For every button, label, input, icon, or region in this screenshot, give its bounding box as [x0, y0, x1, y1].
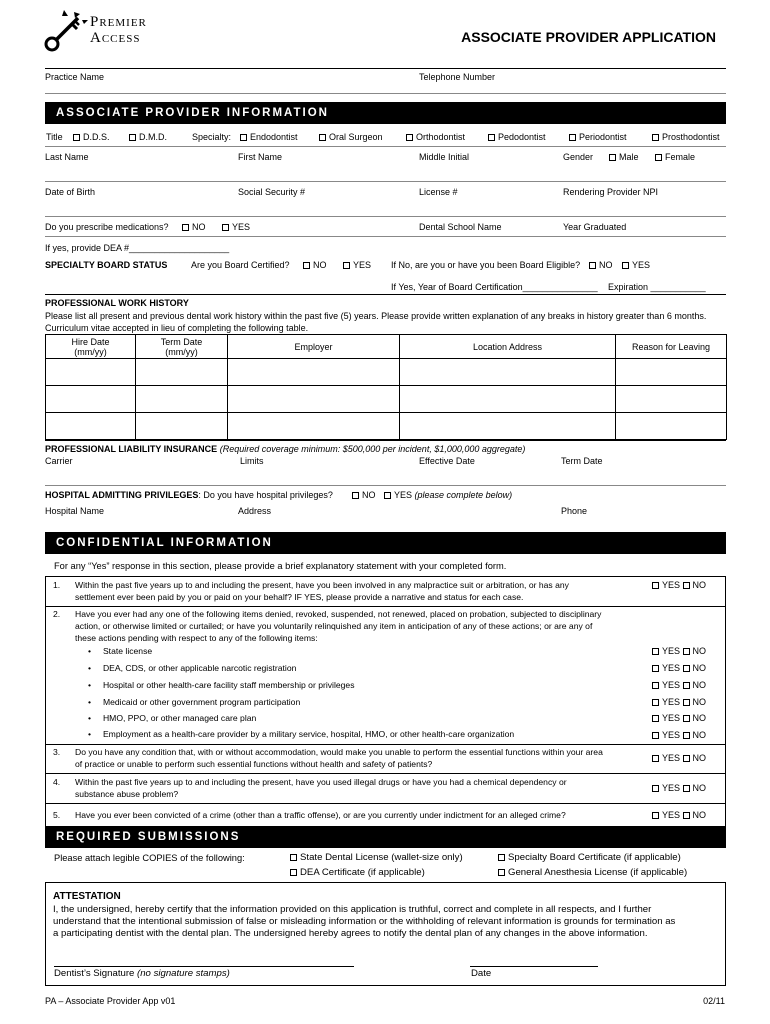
checkbox-icon: [655, 154, 662, 161]
specialty-periodontist[interactable]: Periodontist: [569, 132, 627, 142]
checkbox-icon: [498, 869, 505, 876]
q2-item-2-yes-no[interactable]: YES NO: [652, 663, 706, 673]
q2-item: • Medicaid or other government program participation: [88, 697, 301, 707]
work-history-heading: PROFESSIONAL WORK HISTORY: [45, 298, 189, 308]
checkbox-icon: [488, 134, 495, 141]
board-certified-label: Are you Board Certified?: [191, 260, 290, 270]
work-history-table: [45, 334, 727, 440]
q1-text-2: settlement ever been paid by you or paid on your behalf? IF YES, please provide a narrative and status for each case.: [75, 592, 524, 602]
q4-number: 4.: [53, 777, 61, 787]
board-eligible-no[interactable]: NO: [589, 260, 613, 270]
hospital-question: : Do you have hospital privileges?: [198, 490, 333, 500]
work-history-cv-note: Curriculum vitae accepted in lieu of completing the following table.: [45, 323, 309, 333]
q2-text-3: these actions pending with respect to any of the following items:: [75, 633, 318, 643]
hospital-yes-checkbox[interactable]: YES (please complete below): [384, 490, 512, 500]
q4-text-1: Within the past five years up to and including the present, have you used illegal drugs or have you had a chemical dependency or: [75, 777, 567, 787]
telephone-label: Telephone Number: [419, 72, 496, 82]
npi-label: Rendering Provider NPI: [563, 187, 659, 197]
q2-text-1: Have you ever had any one of the following items denied, revoked, suspended, not renewed, placed on probation, subjected to disciplinary: [75, 609, 602, 619]
checkbox-icon: [683, 648, 690, 655]
checkbox-icon: [683, 785, 690, 792]
q2-item: • Hospital or other health-care facility staff membership or privileges: [88, 680, 355, 690]
checkbox-icon: [683, 582, 690, 589]
key-logo-icon: [44, 10, 90, 52]
q4-text-2: substance abuse problem?: [75, 789, 179, 799]
checkbox-icon: [652, 715, 659, 722]
checkbox-icon: [652, 682, 659, 689]
checkbox-icon: [290, 869, 297, 876]
q3-yes-no[interactable]: YES NO: [652, 753, 706, 763]
specialty-endodontist[interactable]: Endodontist: [240, 132, 298, 142]
practice-name-label: Practice Name: [45, 72, 105, 82]
table-row[interactable]: [46, 386, 727, 413]
state-dental-license-checkbox[interactable]: State Dental License (wallet-size only): [290, 852, 463, 863]
specialty-oral-surgeon[interactable]: Oral Surgeon: [319, 132, 383, 142]
hospital-address-label: Address: [238, 506, 272, 516]
footer-version-date: 02/11: [703, 996, 725, 1006]
q4-yes-no[interactable]: YES NO: [652, 783, 706, 793]
q5-number: 5.: [53, 810, 61, 820]
limits-label: Limits: [240, 456, 264, 466]
checkbox-icon: [652, 812, 659, 819]
checkbox-icon: [683, 682, 690, 689]
dob-label: Date of Birth: [45, 187, 96, 197]
date-label: Date: [471, 968, 492, 979]
table-row[interactable]: [46, 359, 727, 386]
prescribe-no-checkbox[interactable]: NO: [182, 222, 206, 232]
section-header-provider: ASSOCIATE PROVIDER INFORMATION: [45, 102, 726, 124]
signature-label: Dentist’s Signature: [54, 968, 135, 979]
q2-item: • State license: [88, 646, 153, 656]
col-term-date: Term Date (mm/yy): [136, 335, 228, 359]
q5-text-1: Have you ever been convicted of a crime (other than a traffic offense), or are you currently under indictment for an alleged crime?: [75, 810, 566, 820]
q3-text-2: of practice or unable to perform such essential functions without health and safety of patients?: [75, 759, 433, 769]
date-line[interactable]: [470, 966, 598, 967]
attestation-heading: ATTESTATION: [53, 891, 121, 902]
col-location-address: Location Address: [400, 335, 616, 359]
board-eligible-yes[interactable]: YES: [622, 260, 650, 270]
table-row[interactable]: [46, 413, 727, 440]
checkbox-icon: [652, 785, 659, 792]
checkbox-icon: [406, 134, 413, 141]
logo-line-2: Access: [90, 30, 141, 46]
hospital-no-checkbox[interactable]: NO: [352, 490, 376, 500]
col-hire-date: Hire Date (mm/yy): [46, 335, 136, 359]
checkbox-icon: [683, 699, 690, 706]
carrier-label: Carrier: [45, 456, 73, 466]
q3-text-1: Do you have any condition that, with or without accommodation, would make you unable to perform the essential functions within your area: [75, 747, 603, 757]
col-employer: Employer: [228, 335, 400, 359]
title-label: Title: [46, 132, 63, 142]
logo-line-1: Premier: [90, 14, 147, 30]
checkbox-icon: [319, 134, 326, 141]
board-certified-yes[interactable]: YES: [343, 260, 371, 270]
year-certification-field[interactable]: If Yes, Year of Board Certification_______________: [391, 282, 598, 292]
anesthesia-license-checkbox[interactable]: General Anesthesia License (if applicable): [498, 867, 687, 878]
liability-heading-row: [45, 444, 525, 454]
attestation-text-3: a participating dentist with the dental plan. The undersigned hereby agrees to notify the dental plan of any changes in the above information.: [53, 928, 648, 939]
hospital-phone-label: Phone: [561, 506, 588, 516]
checkbox-icon: [652, 582, 659, 589]
q2-item-6-yes-no[interactable]: YES NO: [652, 730, 706, 740]
checkbox-icon: [622, 262, 629, 269]
checkbox-icon: [683, 755, 690, 762]
q2-item-4-yes-no[interactable]: YES NO: [652, 697, 706, 707]
female-checkbox[interactable]: Female: [655, 152, 695, 162]
gender-label: Gender: [563, 152, 594, 162]
col-reason-for-leaving: Reason for Leaving: [616, 335, 727, 359]
checkbox-icon: [609, 154, 616, 161]
prescribe-label: Do you prescribe medications?: [45, 222, 169, 232]
checkbox-icon: [652, 648, 659, 655]
confidential-intro: For any “Yes” response in this section, please provide a brief explanatory statement with your completed form.: [54, 561, 507, 571]
board-status-label: SPECIALTY BOARD STATUS: [45, 260, 168, 270]
specialty-board-cert-checkbox[interactable]: Specialty Board Certificate (if applicable): [498, 852, 681, 863]
checkbox-icon: [303, 262, 310, 269]
logo: [44, 10, 164, 54]
signature-note: (no signature stamps): [137, 968, 230, 979]
last-name-label: Last Name: [45, 152, 89, 162]
work-history-instructions: Please list all present and previous dental work history within the past five (5) years. Please provide written explanation of any breaks in history greater than 6 months.: [45, 311, 707, 321]
checkbox-icon: [222, 224, 229, 231]
q1-number: 1.: [53, 580, 61, 590]
footer-form-id: PA – Associate Provider App v01: [45, 996, 176, 1006]
q2-item: • Employment as a health-care provider by a military service, hospital, HMO, or other health-care organization: [88, 729, 515, 739]
checkbox-icon: [290, 854, 297, 861]
board-certified-no[interactable]: NO: [303, 260, 327, 270]
dental-school-label: Dental School Name: [419, 222, 502, 232]
checkbox-icon: [569, 134, 576, 141]
checkbox-icon: [652, 732, 659, 739]
q2-item-5-yes-no[interactable]: YES NO: [652, 713, 706, 723]
male-checkbox[interactable]: Male: [609, 152, 639, 162]
checkbox-icon: [683, 715, 690, 722]
ssn-label: Social Security #: [238, 187, 306, 197]
hospital-name-label: Hospital Name: [45, 506, 105, 516]
checkbox-icon: [129, 134, 136, 141]
section-header-submissions: REQUIRED SUBMISSIONS: [45, 826, 726, 848]
q2-text-2: action, or otherwise limited or curtailed; or have you voluntarily relinquished any item in anticipation of any of these actions; or are any of: [75, 621, 593, 631]
dds-checkbox[interactable]: D.D.S.: [73, 132, 110, 142]
prescribe-yes-checkbox[interactable]: YES: [222, 222, 250, 232]
liability-note: (Required coverage minimum: $500,000 per incident, $1,000,000 aggregate): [219, 444, 526, 454]
checkbox-icon: [652, 699, 659, 706]
specialty-prosthodontist[interactable]: Prosthodontist: [652, 132, 720, 142]
checkbox-icon: [589, 262, 596, 269]
q5-yes-no[interactable]: YES NO: [652, 810, 706, 820]
attestation-text-2: understand that the intentional submission of false or misleading information or the withholding of relevant information is grounds for termination as: [53, 916, 676, 927]
license-label: License #: [419, 187, 458, 197]
signature-label-row: [54, 968, 230, 979]
checkbox-icon: [652, 665, 659, 672]
checkbox-icon: [384, 492, 391, 499]
year-graduated-label: Year Graduated: [563, 222, 627, 232]
q1-text-1: Within the past five years up to and including the present, have you been involved in any malpractice suit or arbitration, or has any: [75, 580, 569, 590]
hospital-heading-row: [45, 490, 333, 500]
q2-item-1-yes-no[interactable]: YES NO: [652, 646, 706, 656]
term-date-label: Term Date: [561, 456, 603, 466]
q3-number: 3.: [53, 747, 61, 757]
q2-number: 2.: [53, 609, 61, 619]
q2-item: • HMO, PPO, or other managed care plan: [88, 713, 257, 723]
checkbox-icon: [652, 755, 659, 762]
checkbox-icon: [652, 134, 659, 141]
checkbox-icon: [498, 854, 505, 861]
dea-certificate-checkbox[interactable]: DEA Certificate (if applicable): [290, 867, 425, 878]
board-eligible-label: If No, are you or have you been Board Eligible?: [391, 260, 581, 270]
q2-item: • DEA, CDS, or other applicable narcotic registration: [88, 663, 297, 673]
liability-heading: PROFESSIONAL LIABILITY INSURANCE: [45, 444, 218, 454]
checkbox-icon: [343, 262, 350, 269]
specialty-orthodontist[interactable]: Orthodontist: [406, 132, 465, 142]
specialty-pedodontist[interactable]: Pedodontist: [488, 132, 546, 142]
dmd-checkbox[interactable]: D.M.D.: [129, 132, 167, 142]
effective-date-label: Effective Date: [419, 456, 475, 466]
table-header-row: [46, 335, 727, 359]
checkbox-icon: [73, 134, 80, 141]
attestation-text-1: I, the undersigned, hereby certify that the information provided on this application is truthful, correct and complete in all respects, and I further: [53, 904, 652, 915]
q2-item-3-yes-no[interactable]: YES NO: [652, 680, 706, 690]
signature-line[interactable]: [54, 966, 354, 967]
hospital-heading: HOSPITAL ADMITTING PRIVILEGES: [45, 490, 199, 500]
page-title: ASSOCIATE PROVIDER APPLICATION: [461, 29, 716, 45]
first-name-label: First Name: [238, 152, 283, 162]
checkbox-icon: [182, 224, 189, 231]
expiration-field[interactable]: Expiration ___________: [608, 282, 706, 292]
checkbox-icon: [683, 665, 690, 672]
submissions-intro: Please attach legible COPIES of the following:: [54, 853, 245, 863]
checkbox-icon: [683, 812, 690, 819]
specialty-label: Specialty:: [192, 132, 232, 142]
q1-yes-no[interactable]: YES NO: [652, 580, 706, 590]
middle-initial-label: Middle Initial: [419, 152, 470, 162]
dea-field[interactable]: If yes, provide DEA #____________________: [45, 243, 230, 253]
checkbox-icon: [240, 134, 247, 141]
checkbox-icon: [352, 492, 359, 499]
section-header-confidential: CONFIDENTIAL INFORMATION: [45, 532, 726, 554]
checkbox-icon: [683, 732, 690, 739]
